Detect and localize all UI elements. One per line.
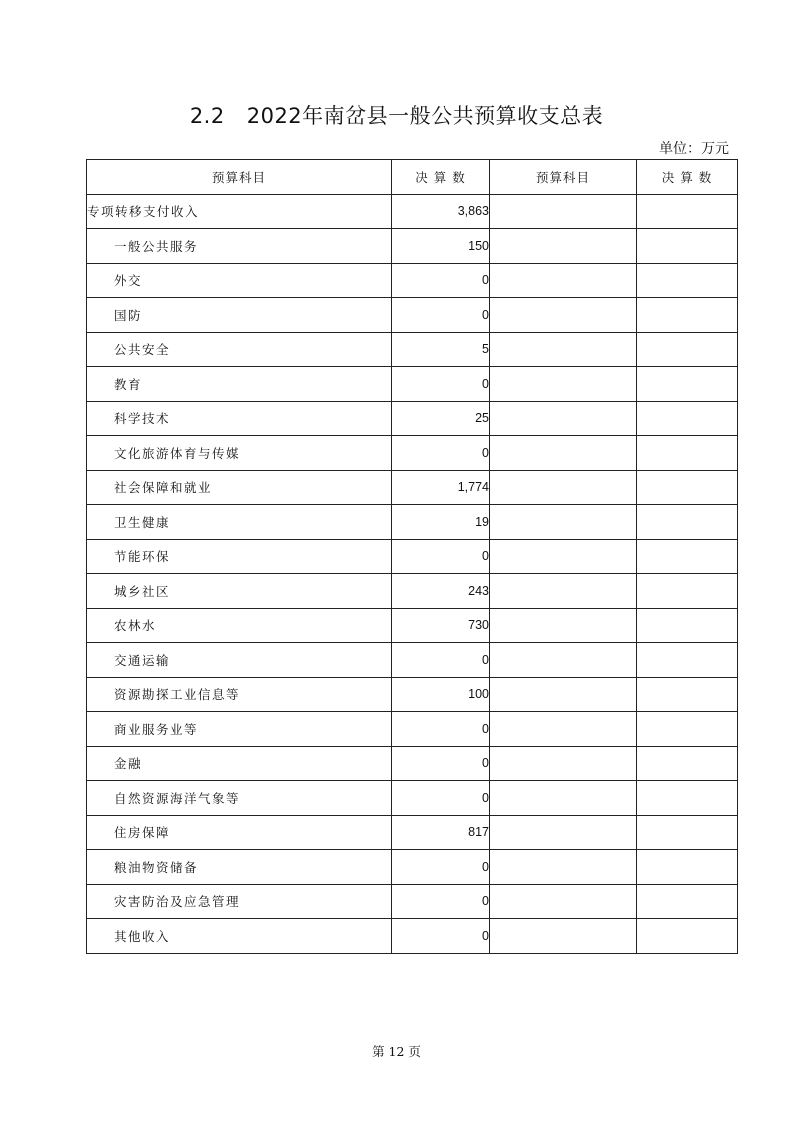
row-item-label-2 — [490, 505, 637, 540]
row-final-amount: 0 — [392, 884, 490, 919]
row-final-amount-2 — [637, 746, 738, 781]
budget-table — [86, 159, 738, 954]
row-final-amount: 0 — [392, 298, 490, 333]
row-final-amount-2 — [637, 608, 738, 643]
row-item-label: 资源勘探工业信息等 — [87, 677, 392, 712]
row-final-amount-2 — [637, 505, 738, 540]
table-row — [87, 332, 738, 367]
header-final-amount-2: 决 算 数 — [637, 160, 738, 195]
row-final-amount: 1,774 — [392, 470, 490, 505]
row-final-amount-2 — [637, 332, 738, 367]
row-item-label: 公共安全 — [87, 332, 392, 367]
row-item-label-2 — [490, 608, 637, 643]
header-final-amount: 决 算 数 — [392, 160, 490, 195]
table-row — [87, 367, 738, 402]
row-item-label-2 — [490, 194, 637, 229]
row-final-amount: 0 — [392, 712, 490, 747]
row-item-label-2 — [490, 229, 637, 264]
table-row — [87, 608, 738, 643]
row-final-amount: 0 — [392, 919, 490, 954]
row-final-amount: 817 — [392, 815, 490, 850]
row-final-amount-2 — [637, 229, 738, 264]
row-final-amount-2 — [637, 643, 738, 678]
row-final-amount: 25 — [392, 401, 490, 436]
row-item-label-2 — [490, 332, 637, 367]
table-row — [87, 884, 738, 919]
row-item-label: 住房保障 — [87, 815, 392, 850]
row-final-amount-2 — [637, 539, 738, 574]
row-item-label-2 — [490, 850, 637, 885]
row-final-amount-2 — [637, 815, 738, 850]
row-item-label-2 — [490, 574, 637, 609]
row-final-amount: 0 — [392, 436, 490, 471]
row-final-amount-2 — [637, 712, 738, 747]
table-row — [87, 712, 738, 747]
row-final-amount-2 — [637, 194, 738, 229]
unit-label: 单位：万元 — [659, 141, 729, 157]
row-final-amount-2 — [637, 263, 738, 298]
row-final-amount: 0 — [392, 263, 490, 298]
row-item-label: 文化旅游体育与传媒 — [87, 436, 392, 471]
row-item-label-2 — [490, 677, 637, 712]
row-item-label: 商业服务业等 — [87, 712, 392, 747]
row-item-label-2 — [490, 263, 637, 298]
row-item-label: 金融 — [87, 746, 392, 781]
table-row — [87, 746, 738, 781]
row-item-label-2 — [490, 781, 637, 816]
row-item-label: 自然资源海洋气象等 — [87, 781, 392, 816]
row-item-label-2 — [490, 884, 637, 919]
row-final-amount: 0 — [392, 539, 490, 574]
row-final-amount-2 — [637, 401, 738, 436]
row-final-amount: 3,863 — [392, 194, 490, 229]
row-item-label: 社会保障和就业 — [87, 470, 392, 505]
row-item-label: 粮油物资储备 — [87, 850, 392, 885]
row-item-label: 外交 — [87, 263, 392, 298]
row-final-amount: 0 — [392, 850, 490, 885]
row-final-amount-2 — [637, 781, 738, 816]
row-final-amount-2 — [637, 470, 738, 505]
page-title — [0, 100, 793, 130]
row-item-label: 节能环保 — [87, 539, 392, 574]
row-item-label-2 — [490, 643, 637, 678]
table-row — [87, 298, 738, 333]
row-item-label-2 — [490, 815, 637, 850]
row-final-amount: 730 — [392, 608, 490, 643]
table-row — [87, 539, 738, 574]
table-row — [87, 505, 738, 540]
row-final-amount-2 — [637, 677, 738, 712]
row-item-label-2 — [490, 746, 637, 781]
row-item-label: 灾害防治及应急管理 — [87, 884, 392, 919]
row-final-amount-2 — [637, 367, 738, 402]
row-final-amount: 0 — [392, 746, 490, 781]
page-number: 第 12 页 — [372, 1044, 421, 1059]
row-final-amount-2 — [637, 850, 738, 885]
row-final-amount: 150 — [392, 229, 490, 264]
table-row — [87, 194, 738, 229]
row-item-label: 一般公共服务 — [87, 229, 392, 264]
row-final-amount: 0 — [392, 781, 490, 816]
table-header-row — [87, 160, 738, 195]
row-final-amount-2 — [637, 574, 738, 609]
row-item-label: 教育 — [87, 367, 392, 402]
row-item-label: 科学技术 — [87, 401, 392, 436]
table-row — [87, 919, 738, 954]
row-item-label-2 — [490, 401, 637, 436]
header-budget-item-2: 预算科目 — [490, 160, 637, 195]
row-final-amount-2 — [637, 884, 738, 919]
table-body — [87, 194, 738, 953]
row-final-amount-2 — [637, 298, 738, 333]
row-item-label-2 — [490, 539, 637, 574]
section-number: 2.2 — [189, 104, 225, 128]
title-text: 2022年南岔县一般公共预算收支总表 — [246, 104, 604, 128]
table-row — [87, 401, 738, 436]
table-row — [87, 850, 738, 885]
table-row — [87, 574, 738, 609]
row-final-amount: 100 — [392, 677, 490, 712]
table-row — [87, 263, 738, 298]
table-row — [87, 436, 738, 471]
header-budget-item: 预算科目 — [87, 160, 392, 195]
row-item-label: 卫生健康 — [87, 505, 392, 540]
table-row — [87, 677, 738, 712]
row-item-label-2 — [490, 470, 637, 505]
table-row — [87, 815, 738, 850]
row-item-label: 城乡社区 — [87, 574, 392, 609]
row-item-label-2 — [490, 436, 637, 471]
table-row — [87, 781, 738, 816]
row-item-label-2 — [490, 712, 637, 747]
row-final-amount-2 — [637, 436, 738, 471]
row-final-amount-2 — [637, 919, 738, 954]
table-row — [87, 229, 738, 264]
row-item-label: 农林水 — [87, 608, 392, 643]
row-item-label-2 — [490, 367, 637, 402]
row-item-label: 其他收入 — [87, 919, 392, 954]
row-final-amount: 0 — [392, 367, 490, 402]
row-final-amount: 243 — [392, 574, 490, 609]
row-item-label-2 — [490, 919, 637, 954]
row-final-amount: 19 — [392, 505, 490, 540]
table-row — [87, 643, 738, 678]
row-item-label: 国防 — [87, 298, 392, 333]
row-item-label-2 — [490, 298, 637, 333]
table-row — [87, 470, 738, 505]
row-final-amount: 5 — [392, 332, 490, 367]
row-item-label: 专项转移支付收入 — [87, 194, 392, 229]
row-item-label: 交通运输 — [87, 643, 392, 678]
row-final-amount: 0 — [392, 643, 490, 678]
